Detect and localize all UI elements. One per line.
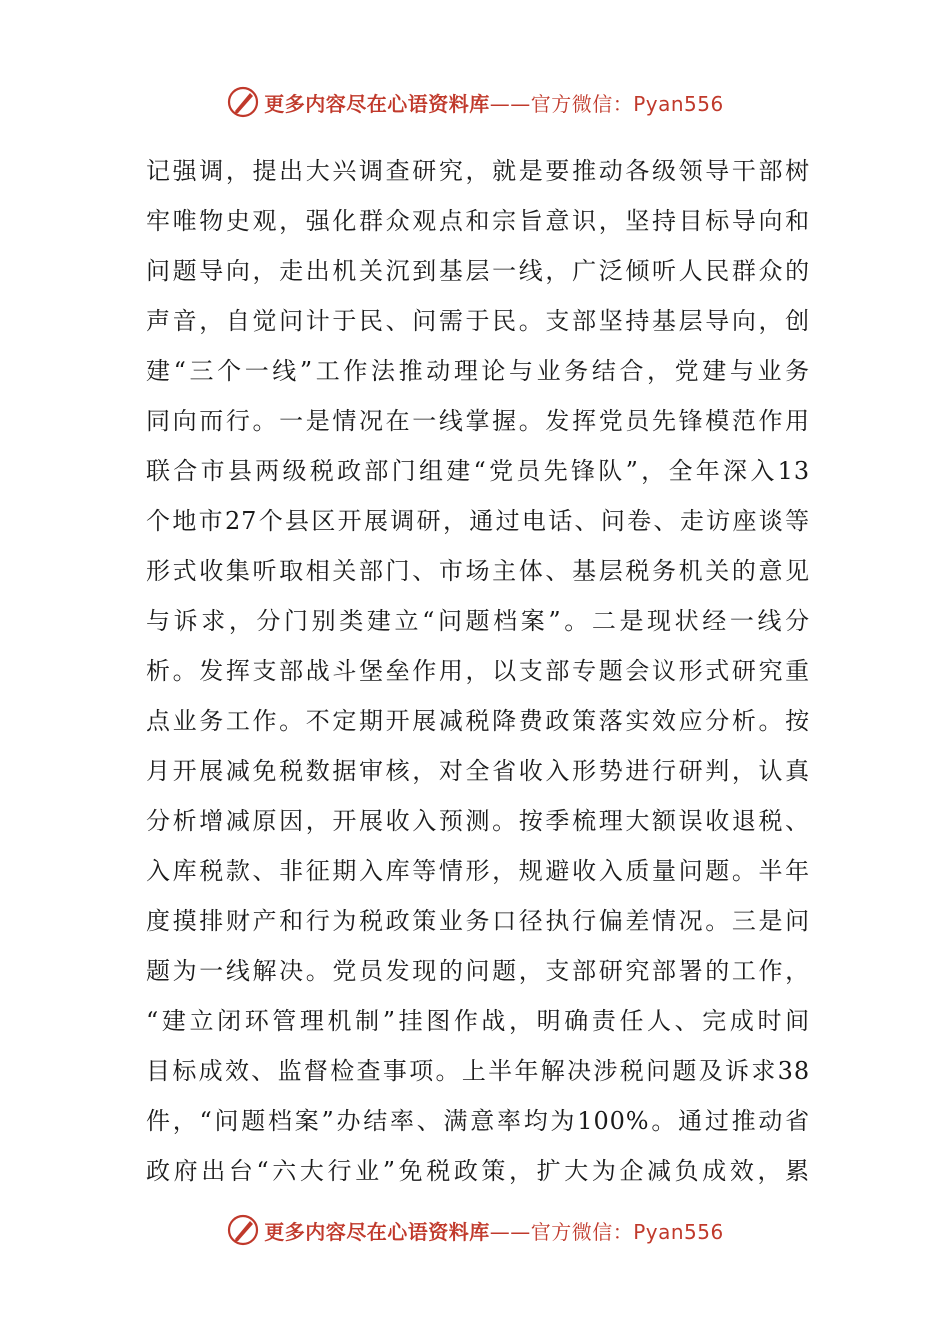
body-line: 析。发挥支部战斗堡垒作用，以支部专题会议形式研究重 bbox=[146, 657, 810, 685]
body-line: 目标成效、监督检查事项。上半年解决涉税问题及诉求38 bbox=[146, 1057, 810, 1085]
body-line: 月开展减免税数据审核，对全省收入形势进行研判，认真 bbox=[146, 757, 810, 785]
header-wechat: 官方微信：Pyan556 bbox=[530, 91, 724, 116]
header-brand: 更多内容尽在心语资料库 bbox=[264, 91, 490, 116]
body-line: 政府出台“六大行业”免税政策，扩大为企减负成效，累 bbox=[146, 1157, 810, 1185]
header-text bbox=[264, 88, 724, 117]
footer-text bbox=[264, 1216, 724, 1245]
footer-wechat: 官方微信：Pyan556 bbox=[530, 1219, 724, 1244]
body-line: 记强调，提出大兴调查研究，就是要推动各级领导干部树 bbox=[146, 157, 810, 185]
body-line: 个地市27个县区开展调研，通过电话、问卷、走访座谈等 bbox=[146, 507, 810, 535]
footer-separator: —— bbox=[489, 1219, 531, 1244]
body-line: 件，“问题档案”办结率、满意率均为100%。通过推动省 bbox=[146, 1107, 810, 1135]
quill-logo-icon bbox=[226, 85, 260, 119]
body-line: 入库税款、非征期入库等情形，规避收入质量问题。半年 bbox=[146, 857, 810, 885]
header-separator: —— bbox=[489, 91, 531, 116]
document-body bbox=[146, 146, 810, 1196]
quill-logo-icon bbox=[226, 1213, 260, 1247]
body-line: 问题导向，走出机关沉到基层一线，广泛倾听人民群众的 bbox=[146, 257, 810, 285]
body-line: 度摸排财产和行为税政策业务口径执行偏差情况。三是问 bbox=[146, 907, 810, 935]
body-line: 与诉求，分门别类建立“问题档案”。二是现状经一线分 bbox=[146, 607, 810, 635]
footer-brand: 更多内容尽在心语资料库 bbox=[264, 1219, 490, 1244]
body-line: 形式收集听取相关部门、市场主体、基层税务机关的意见 bbox=[146, 557, 810, 585]
body-line: 声音，自觉问计于民、问需于民。支部坚持基层导向，创 bbox=[146, 307, 810, 335]
body-line: 建“三个一线”工作法推动理论与业务结合，党建与业务 bbox=[146, 357, 810, 385]
header-banner bbox=[0, 82, 950, 122]
body-line: 分析增减原因，开展收入预测。按季梳理大额误收退税、 bbox=[146, 807, 810, 835]
body-line: 联合市县两级税政部门组建“党员先锋队”，全年深入13 bbox=[146, 457, 810, 485]
footer-banner bbox=[0, 1210, 950, 1250]
body-line: 题为一线解决。党员发现的问题，支部研究部署的工作， bbox=[146, 957, 810, 985]
body-line: 牢唯物史观，强化群众观点和宗旨意识，坚持目标导向和 bbox=[146, 207, 810, 235]
body-line: “建立闭环管理机制”挂图作战，明确责任人、完成时间 bbox=[146, 1007, 810, 1035]
body-line: 点业务工作。不定期开展减税降费政策落实效应分析。按 bbox=[146, 707, 810, 735]
body-line: 同向而行。一是情况在一线掌握。发挥党员先锋模范作用 bbox=[146, 407, 810, 435]
